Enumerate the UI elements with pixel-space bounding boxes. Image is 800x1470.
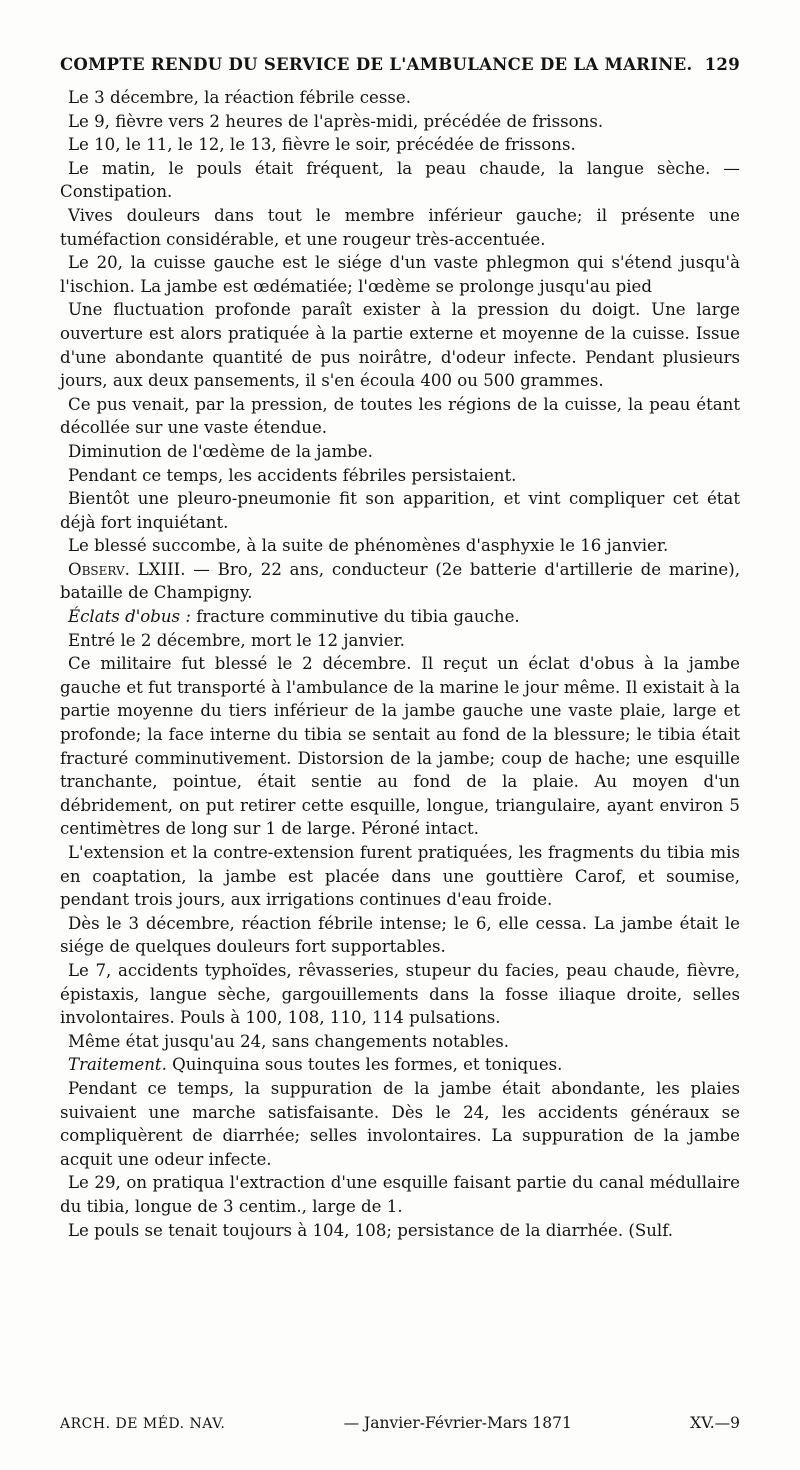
- paragraph: Pendant ce temps, les accidents fébriles persistaient.: [68, 465, 517, 485]
- paragraph: Ce pus venait, par la pression, de toutes les régions de la cuisse, la peau étant décollée sur une vaste étendue.: [60, 394, 740, 438]
- treatment-text: Quinquina sous toutes les formes, et toniques.: [166, 1055, 563, 1075]
- running-footer: [60, 1414, 740, 1432]
- paragraph: Bientôt une pleuro-pneumonie fit son apparition, et vint compliquer cet état déjà fort inquiétant.: [60, 489, 740, 532]
- observation-subtitle-rest: fracture comminutive du tibia gauche.: [190, 607, 520, 627]
- paragraph: Le matin, le pouls était fréquent, la peau chaude, la langue sèche. — Constipation.: [60, 158, 740, 202]
- page: [60, 55, 740, 1242]
- observation-subtitle-italic: Éclats d'obus :: [68, 607, 191, 627]
- page-number: 129: [704, 55, 740, 74]
- paragraph: Ce militaire fut blessé le 2 décembre. Il reçut un éclat d'obus à la jambe gauche et fut transporté à l'ambulance de la marine le jour même. Il existait à la partie moyenne du tiers inférieur de la jambe gauche une vaste plaie, large et profonde; la face interne du tibia se sentait au fond de la blessure; le tibia était fracturé comminutivement. Distorsion de la jambe; coup de hache; une esquille tranchante, pointue, était sentie au fond de la plaie. Au moyen d'un débridement, on put retirer cette esquille, longue, triangulaire, ayant environ 5 centimètres de long sur 1 de large. Péroné intact.: [60, 654, 740, 839]
- paragraph: Le pouls se tenait toujours à 104, 108; persistance de la diarrhée. (Sulf.: [68, 1220, 674, 1240]
- paragraph: Même état jusqu'au 24, sans changements notables.: [68, 1031, 510, 1051]
- paragraph: Le 9, fièvre vers 2 heures de l'après-midi, précédée de frissons.: [68, 111, 604, 131]
- header-title: COMPTE RENDU DU SERVICE DE L'AMBULANCE DE LA MARINE.: [60, 55, 693, 74]
- paragraph: Le 7, accidents typhoïdes, rêvasseries, stupeur du facies, peau chaude, fièvre, épistaxis, langue sèche, gargouillements dans la fosse iliaque droite, selles involontaires. Pouls à 100, 108, 110, 114 pulsations.: [60, 960, 740, 1028]
- treatment-paragraph: [60, 1053, 740, 1077]
- observation-entry: Entré le 2 décembre, mort le 12 janvier.: [68, 630, 405, 650]
- observation-subtitle: [60, 605, 740, 629]
- paragraph: Le 29, on pratiqua l'extraction d'une esquille faisant partie du canal médullaire du tibia, longue de 3 centim., large de 1.: [60, 1173, 740, 1216]
- paragraph: Le 10, le 11, le 12, le 13, fièvre le soir, précédée de frissons.: [68, 135, 576, 155]
- paragraph: Vives douleurs dans tout le membre inférieur gauche; il présente une tuméfaction considérable, et une rougeur très-accentuée.: [60, 205, 740, 249]
- footer-journal: ARCH. DE MÉD. NAV.: [60, 1416, 226, 1432]
- paragraph: Diminution de l'œdème de la jambe.: [68, 441, 373, 461]
- paragraph: Pendant ce temps, la suppuration de la jambe était abondante, les plaies suivaient une marche satisfaisante. Dès le 24, les accidents généraux se compliquèrent de diarrhée; selles involontaires. La suppuration de la jambe acquit une odeur infecte.: [60, 1078, 740, 1169]
- paragraph: L'extension et la contre-extension furent pratiquées, les fragments du tibia mis en coaptation, la jambe est placée dans une gouttière Carof, et soumise, pendant trois jours, aux irrigations continues d'eau froide.: [60, 843, 740, 910]
- paragraph: Le 3 décembre, la réaction fébrile cesse.: [68, 88, 411, 107]
- paragraph: Dès le 3 décembre, réaction fébrile intense; le 6, elle cessa. La jambe était le siége de quelques douleurs fort supportables.: [60, 913, 740, 957]
- paragraph: Le 20, la cuisse gauche est le siége d'un vaste phlegmon qui s'étend jusqu'à l'ischion. La jambe est œdématiée; l'œdème se prolonge jusqu'au pied: [60, 253, 740, 296]
- observation-text: — Bro, 22 ans, conducteur (2e batterie d'artillerie de marine), bataille de Champigny.: [60, 559, 740, 603]
- observation-label: Observ. LXIII.: [68, 559, 186, 579]
- paragraph: Le blessé succombe, à la suite de phénomènes d'asphyxie le 16 janvier.: [68, 536, 669, 556]
- running-header: [60, 55, 740, 74]
- footer-signature: XV.—9: [690, 1414, 740, 1432]
- observation-heading: [60, 558, 740, 605]
- treatment-label: Traitement.: [68, 1055, 167, 1075]
- body-text: [60, 86, 740, 1242]
- paragraph: Une fluctuation profonde paraît exister à la pression du doigt. Une large ouverture est alors pratiquée à la partie externe et moyenne de la cuisse. Issue d'une abondante quantité de pus noirâtre, d'odeur infecte. Pendant plusieurs jours, aux deux pansements, il s'en écoula 400 ou 500 grammes.: [60, 300, 740, 391]
- footer-date: — Janvier-Février-Mars 1871: [343, 1414, 572, 1432]
